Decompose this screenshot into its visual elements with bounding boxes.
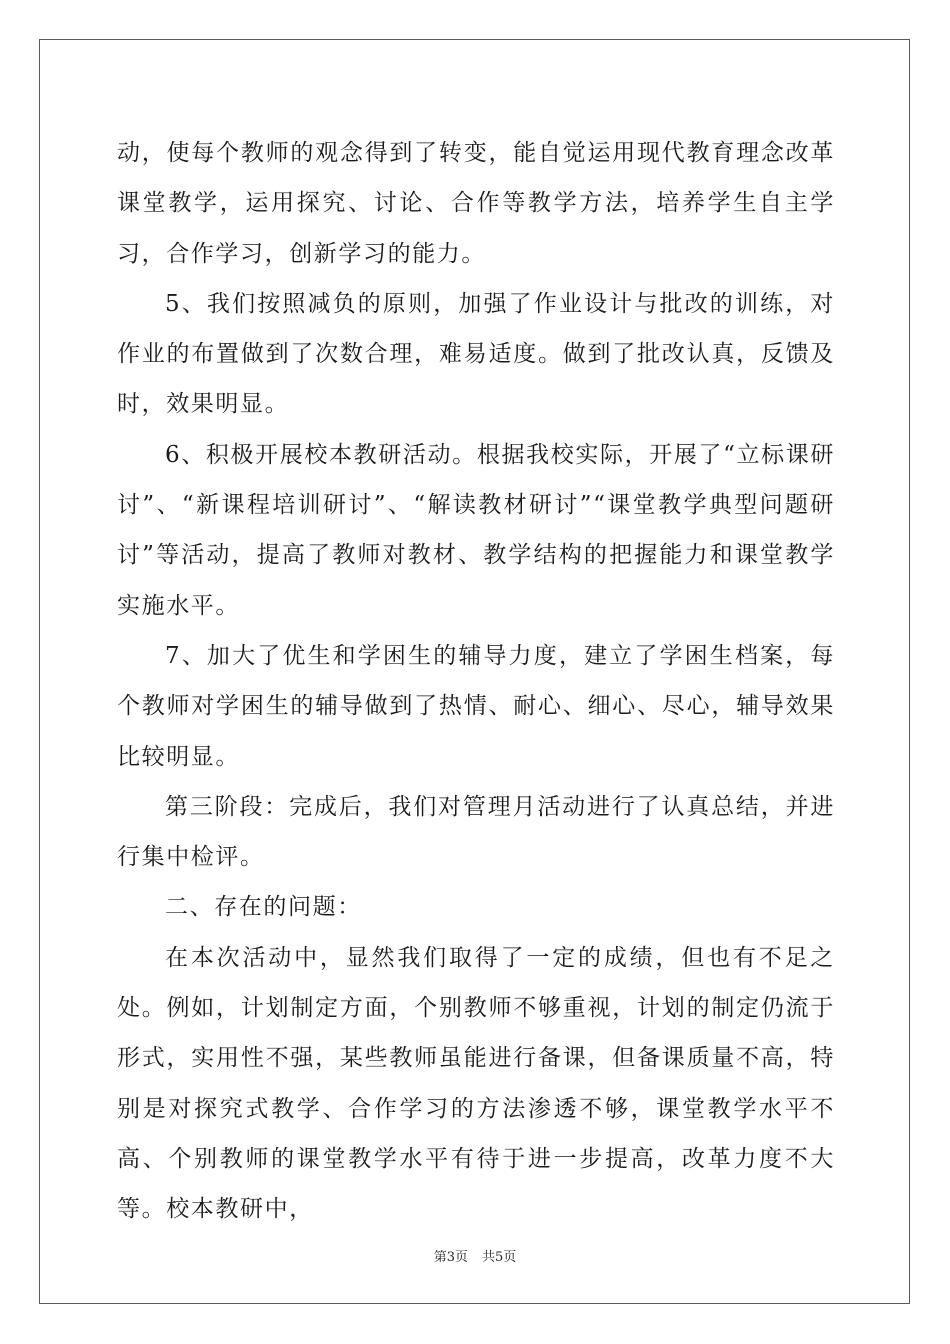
document-body xyxy=(117,128,835,1235)
total-pages: 共5页 xyxy=(482,1250,517,1265)
paragraph-2: 5、我们按照减负的原则，加强了作业设计与批改的训练，对作业的布置做到了次数合理，难易适度。做到了批改认真，反馈及时，效果明显。 xyxy=(117,290,835,418)
paragraph-5: 第三阶段：完成后，我们对管理月活动进行了认真总结，并进行集中检评。 xyxy=(117,793,835,871)
paragraph-4: 7、加大了优生和学困生的辅导力度，建立了学困生档案，每个教师对学困生的辅导做到了热情、耐心、细心、尽心，辅导效果比较明显。 xyxy=(117,642,835,770)
paragraph-3: 6、积极开展校本教研活动。根据我校实际，开展了“立标课研讨”、“新课程培训研讨”、“解读教材研讨”“课堂教学典型问题研讨”等活动，提高了教师对教材、教学结构的把握能力和课堂教学实施水平。 xyxy=(117,441,835,619)
paragraph-1: 动，使每个教师的观念得到了转变，能自觉运用现代教育理念改革课堂教学，运用探究、讨论、合作等教学方法，培养学生自主学习，合作学习，创新学习的能力。 xyxy=(117,140,835,267)
page-footer xyxy=(0,1246,950,1265)
paragraph-7: 在本次活动中，显然我们取得了一定的成绩，但也有不足之处。例如，计划制定方面，个别教师不够重视，计划的制定仍流于形式，实用性不强，某些教师虽能进行备课，但备课质量不高，特别是对探究式教学、合作学习的方法渗透不够，课堂教学水平不高、个别教师的课堂教学水平有待于进一步提高，改革力度不大等。校本教研中， xyxy=(117,944,835,1223)
section-heading-problems: 二、存在的问题： xyxy=(165,894,362,921)
current-page-number: 第3页 xyxy=(433,1250,468,1265)
